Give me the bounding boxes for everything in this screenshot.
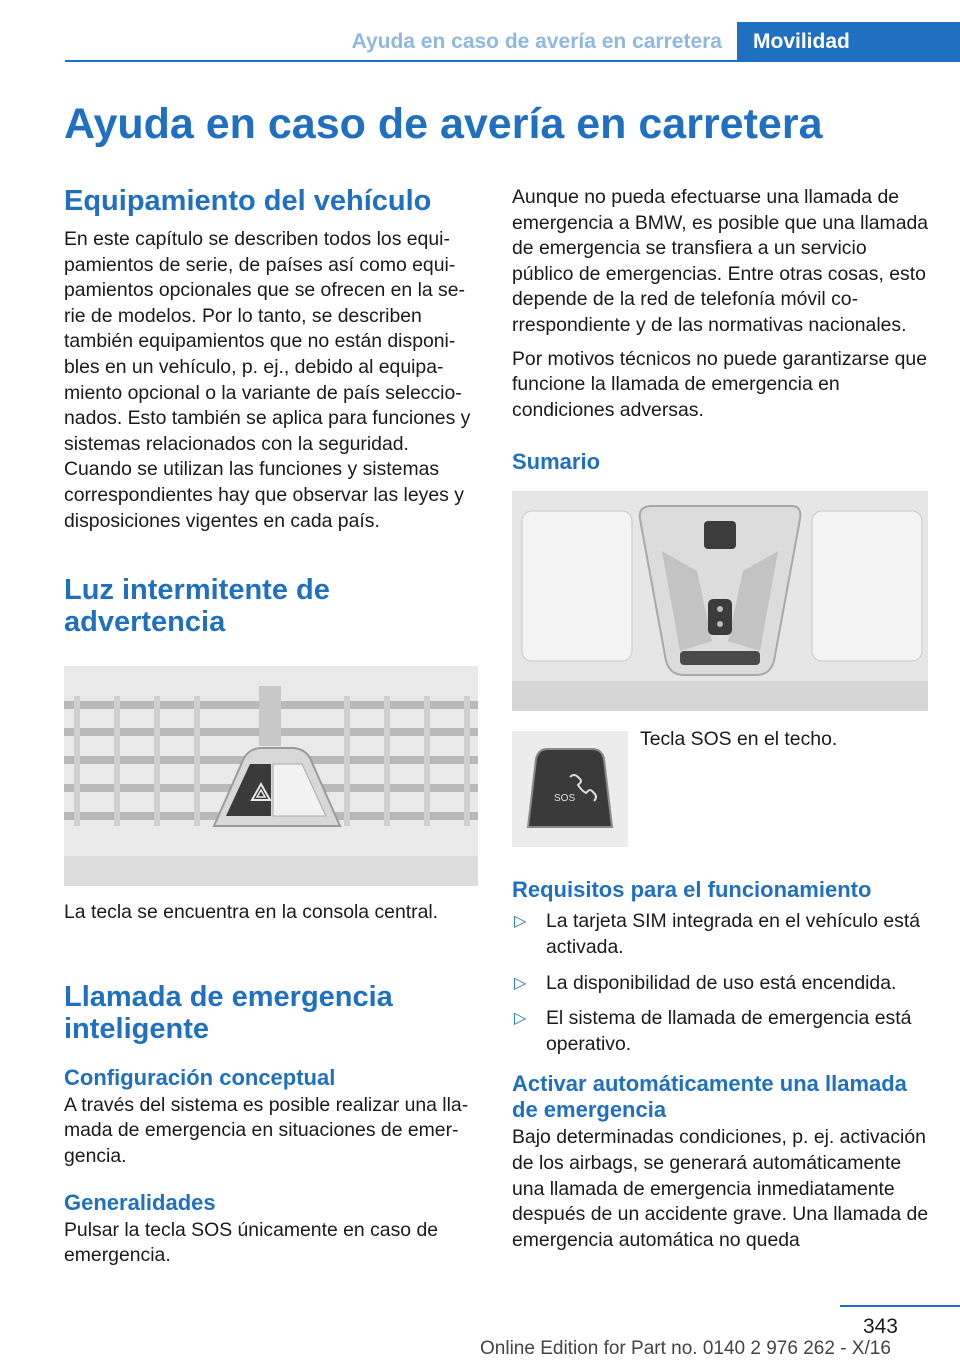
paragraph-motivos-tecnicos: Por motivos técnicos no puede garantizarse que funcione la llamada de emergencia en condiciones adversas. <box>512 347 927 421</box>
requirements-list <box>512 909 930 1057</box>
right-column <box>512 185 930 1253</box>
hazard-console-illustration <box>64 666 478 886</box>
roof-console-figure <box>512 491 928 711</box>
list-item: ▷ La disponibilidad de uso está encendida. <box>512 971 930 997</box>
sos-row <box>512 728 930 849</box>
header-breadcrumb: Ayuda en caso de avería en carretera <box>351 30 722 53</box>
heading-generalidades: Generalidades <box>64 1189 216 1215</box>
footer-rule <box>840 1305 960 1307</box>
header-rule <box>65 60 960 62</box>
page-number: 343 <box>862 1315 898 1338</box>
paragraph-equipamiento: En este capítulo se describen todos los equipamientos de serie, de países así como equipamientos opcionales que se ofrecen en la serie de modelos. Por lo tanto, se describen también equipamientos que no están disponibles en un vehículo, p. ej., debido al equipamiento opcional o la variante de país seleccionados. Esto también se aplica para funciones y sistemas relacionados con la seguridad. Cuando se utilizan las funciones y sistemas correspondientes hay que observar las leyes y disposiciones vigentes en cada país. <box>64 228 471 532</box>
paragraph-activar-automaticamente: Bajo determinadas condiciones, p. ej. activación de los airbags, se generará automáticamente una llamada de emergencia inmediatamente después de un accidente grave. Una llamada de emergencia automática no queda <box>512 1126 929 1251</box>
heading-llamada-emergencia: Llamada de emergencia inteligente <box>64 980 393 1045</box>
caption-sos: Tecla SOS en el techo. <box>640 728 838 751</box>
page-title: Ayuda en caso de avería en carretera <box>64 100 823 148</box>
hazard-button-figure <box>64 666 478 886</box>
sos-key-illustration <box>512 731 628 847</box>
footer-edition: Online Edition for Part no. 0140 2 976 262 - X/16 <box>480 1338 891 1359</box>
roof-console-illustration <box>512 491 928 711</box>
caption-hazard: La tecla se encuentra en la consola central. <box>64 901 439 924</box>
heading-equipamiento: Equipamiento del vehículo <box>64 185 432 217</box>
sos-key-label: SOS <box>554 793 576 805</box>
heading-sumario: Sumario <box>512 449 601 475</box>
bullet-triangle-icon: ▷ <box>514 1010 527 1028</box>
sos-key-figure <box>512 731 628 847</box>
bullet-triangle-icon: ▷ <box>514 913 527 931</box>
list-item: ▷ La tarjeta SIM integrada en el vehículo está activada. <box>514 910 921 958</box>
list-item: ▷ El sistema de llamada de emergencia está operativo. <box>514 1007 912 1055</box>
heading-requisitos: Requisitos para el funcionamiento <box>512 877 872 903</box>
heading-activar-automaticamente: Activar automáticamente una llamada de emergencia <box>512 1071 907 1123</box>
paragraph-generalidades: Pulsar la tecla SOS únicamente en caso de emergencia. <box>64 1218 439 1267</box>
paragraph-configuracion: A través del sistema es posible realizar una llamada de emergencia en situaciones de emergencia. <box>64 1093 469 1167</box>
bullet-triangle-icon: ▷ <box>514 974 527 992</box>
left-column <box>64 185 478 1269</box>
heading-configuracion: Configuración conceptual <box>64 1064 336 1090</box>
heading-luz-intermitente: Luz intermitente de advertencia <box>64 574 330 639</box>
paragraph-transferencia: Aunque no pueda efectuarse una llamada de emergencia a BMW, es posible que una llamada de emergencia se transfiera a un servicio público de emergencias. Entre otras cosas, esto depende de la red de telefonía móvil correspondiente y de las normativas nacionales. <box>512 186 929 336</box>
header-section-tab: Movilidad <box>737 22 960 62</box>
